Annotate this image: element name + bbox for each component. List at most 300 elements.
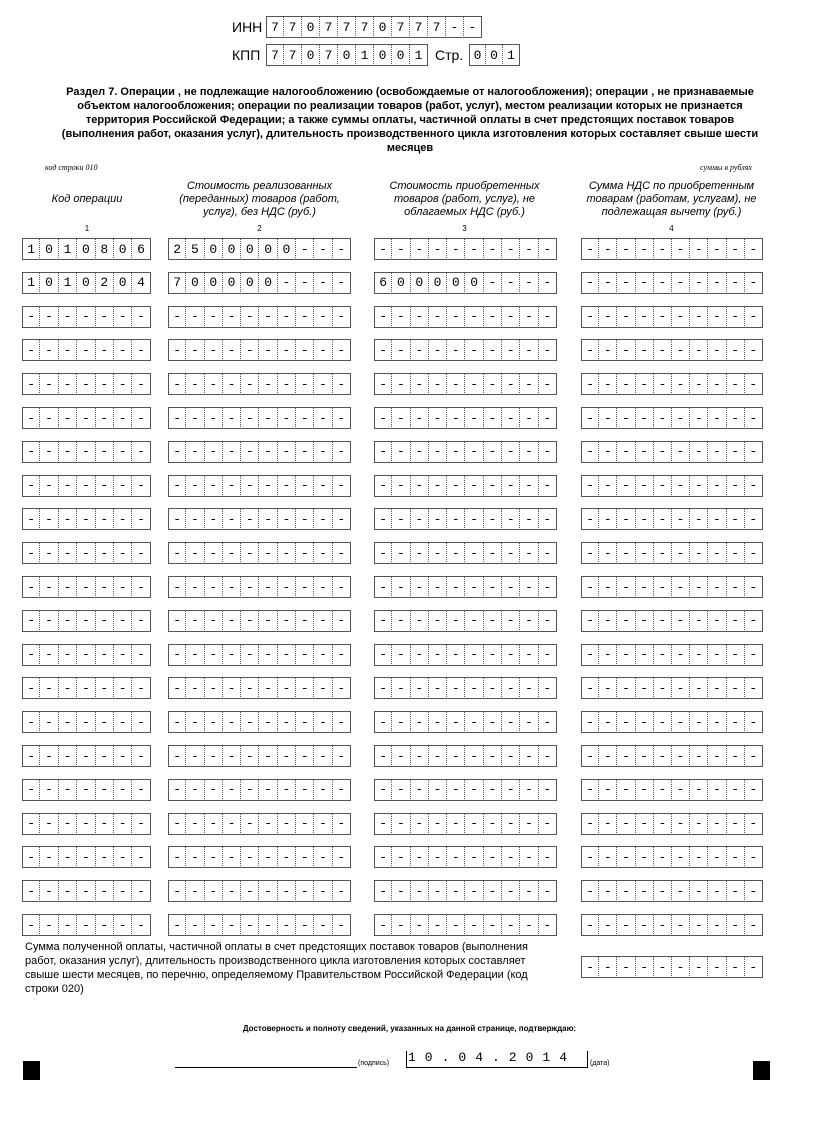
row-8-col-1-field[interactable] <box>22 475 151 497</box>
row-7-col-4-field[interactable] <box>581 441 763 463</box>
char-cell: - <box>708 373 726 395</box>
row-16-col-4-field[interactable] <box>581 745 763 767</box>
char-cell: - <box>411 475 429 497</box>
row-15-col-4-field[interactable] <box>581 711 763 733</box>
char-cell: - <box>278 711 296 733</box>
row-11-col-2-field[interactable] <box>168 576 351 598</box>
row-6-col-4-field[interactable] <box>581 407 763 429</box>
char-cell: - <box>599 339 617 361</box>
char-cell: - <box>374 914 392 936</box>
row-19-col-3-field[interactable] <box>374 846 557 868</box>
char-cell: - <box>392 306 410 328</box>
char-cell: - <box>727 508 745 530</box>
row-6-col-2-field[interactable] <box>168 407 351 429</box>
char-cell: - <box>690 576 708 598</box>
row-1-col-4-field[interactable] <box>581 238 763 260</box>
row-21-col-4-field[interactable] <box>581 914 763 936</box>
row-6-col-1-field[interactable] <box>22 407 151 429</box>
char-cell: - <box>22 306 40 328</box>
row-21-col-2-field[interactable] <box>168 914 351 936</box>
char-cell: - <box>59 846 77 868</box>
row-1-col-3-field[interactable] <box>374 238 557 260</box>
row-4-col-4-field[interactable] <box>581 339 763 361</box>
char-cell: 7 <box>356 16 374 38</box>
char-cell: - <box>465 745 483 767</box>
char-cell: - <box>241 813 259 835</box>
char-cell: - <box>59 644 77 666</box>
column-header-1: Код операции <box>51 193 123 205</box>
row-20-col-3-field[interactable] <box>374 880 557 902</box>
char-cell: - <box>114 711 132 733</box>
row-2-col-3-field[interactable] <box>374 272 557 294</box>
char-cell: - <box>581 846 599 868</box>
row-7-col-3-field[interactable] <box>374 441 557 463</box>
char-cell: - <box>59 542 77 564</box>
char-cell: - <box>617 339 635 361</box>
row-14-col-3-field[interactable] <box>374 677 557 699</box>
row-16-col-1-field[interactable] <box>22 745 151 767</box>
char-cell: - <box>599 813 617 835</box>
char-cell: - <box>296 542 314 564</box>
row-11-col-3-field[interactable] <box>374 576 557 598</box>
char-cell: - <box>502 880 520 902</box>
char-cell: - <box>168 914 186 936</box>
char-cell: - <box>186 779 204 801</box>
char-cell: - <box>296 441 314 463</box>
char-cell: - <box>77 306 95 328</box>
char-cell: - <box>429 610 447 632</box>
char-cell: - <box>314 745 332 767</box>
char-cell: - <box>59 306 77 328</box>
char-cell: - <box>205 644 223 666</box>
row-4-col-1-field[interactable] <box>22 339 151 361</box>
char-cell: - <box>617 677 635 699</box>
char-cell: - <box>429 339 447 361</box>
char-cell: - <box>186 306 204 328</box>
char-cell: - <box>727 677 745 699</box>
char-cell: - <box>40 779 58 801</box>
char-cell: - <box>539 677 557 699</box>
char-cell: - <box>599 677 617 699</box>
row-19-col-1-field[interactable] <box>22 846 151 868</box>
char-cell: - <box>259 846 277 868</box>
char-cell: - <box>392 610 410 632</box>
char-cell: - <box>22 846 40 868</box>
char-cell: - <box>223 711 241 733</box>
char-cell: 0 <box>241 238 259 260</box>
char-cell: - <box>581 779 599 801</box>
row-9-col-3-field[interactable] <box>374 508 557 530</box>
row-18-col-4-field[interactable] <box>581 813 763 835</box>
page-number-field[interactable] <box>469 44 520 66</box>
row-3-col-4-field[interactable] <box>581 306 763 328</box>
char-cell: - <box>727 339 745 361</box>
row-17-col-1-field[interactable] <box>22 779 151 801</box>
char-cell: - <box>96 407 114 429</box>
row-9-col-1-field[interactable] <box>22 508 151 530</box>
row-20-col-2-field[interactable] <box>168 880 351 902</box>
char-cell: - <box>636 956 654 978</box>
char-cell: - <box>77 745 95 767</box>
char-cell: - <box>314 914 332 936</box>
char-cell: - <box>132 745 150 767</box>
char-cell: - <box>672 880 690 902</box>
row-14-col-4-field[interactable] <box>581 677 763 699</box>
char-cell: - <box>296 779 314 801</box>
char-cell: - <box>392 441 410 463</box>
row-19-col-4-field[interactable] <box>581 846 763 868</box>
char-cell: - <box>745 238 763 260</box>
row-15-col-2-field[interactable] <box>168 711 351 733</box>
row-1-col-2-field[interactable] <box>168 238 351 260</box>
char-cell: - <box>654 914 672 936</box>
char-cell: - <box>241 441 259 463</box>
char-cell: - <box>465 610 483 632</box>
char-cell: - <box>708 407 726 429</box>
char-cell: 7 <box>168 272 186 294</box>
char-cell: - <box>205 711 223 733</box>
char-cell: - <box>539 272 557 294</box>
char-cell: - <box>314 677 332 699</box>
row-8-col-4-field[interactable] <box>581 475 763 497</box>
column-number-4: 4 <box>669 224 674 233</box>
row-13-col-4-field[interactable] <box>581 644 763 666</box>
char-cell: - <box>259 711 277 733</box>
row-1-col-1-field[interactable] <box>22 238 151 260</box>
char-cell: 0 <box>186 272 204 294</box>
row-3-col-1-field[interactable] <box>22 306 151 328</box>
char-cell: 0 <box>223 238 241 260</box>
row-9-col-2-field[interactable] <box>168 508 351 530</box>
row-2-col-4-field[interactable] <box>581 272 763 294</box>
char-cell: - <box>96 779 114 801</box>
char-cell: - <box>168 508 186 530</box>
char-cell: - <box>278 677 296 699</box>
row-13-col-1-field[interactable] <box>22 644 151 666</box>
char-cell: - <box>223 508 241 530</box>
char-cell: - <box>617 745 635 767</box>
char-cell: - <box>411 373 429 395</box>
row-6-col-3-field[interactable] <box>374 407 557 429</box>
row-14-col-1-field[interactable] <box>22 677 151 699</box>
char-cell: - <box>690 880 708 902</box>
row-16-col-3-field[interactable] <box>374 745 557 767</box>
char-cell: - <box>617 813 635 835</box>
row-2-col-1-field[interactable] <box>22 272 151 294</box>
char-cell: - <box>96 846 114 868</box>
char-cell: - <box>484 306 502 328</box>
row-19-col-2-field[interactable] <box>168 846 351 868</box>
char-cell: - <box>581 576 599 598</box>
char-cell: - <box>40 880 58 902</box>
row-20-col-1-field[interactable] <box>22 880 151 902</box>
row-12-col-4-field[interactable] <box>581 610 763 632</box>
char-cell: - <box>392 846 410 868</box>
char-cell: - <box>241 711 259 733</box>
char-cell: - <box>654 711 672 733</box>
char-cell: - <box>22 779 40 801</box>
row-18-col-2-field[interactable] <box>168 813 351 835</box>
char-cell: - <box>241 306 259 328</box>
signature-label: (подпись) <box>358 1060 390 1067</box>
char-cell: - <box>132 441 150 463</box>
char-cell: - <box>599 238 617 260</box>
row-21-col-1-field[interactable] <box>22 914 151 936</box>
char-cell: - <box>636 339 654 361</box>
char-cell: - <box>132 711 150 733</box>
char-cell: 0 <box>447 272 465 294</box>
char-cell: - <box>654 508 672 530</box>
char-cell: - <box>484 610 502 632</box>
char-cell: - <box>654 956 672 978</box>
char-cell: - <box>186 644 204 666</box>
char-cell: - <box>617 846 635 868</box>
char-cell: - <box>22 339 40 361</box>
char-cell: - <box>636 576 654 598</box>
row-12-col-3-field[interactable] <box>374 610 557 632</box>
row-4-col-2-field[interactable] <box>168 339 351 361</box>
row-7-col-2-field[interactable] <box>168 441 351 463</box>
char-cell: - <box>40 610 58 632</box>
char-cell: - <box>132 475 150 497</box>
row-3-col-2-field[interactable] <box>168 306 351 328</box>
row-15-col-3-field[interactable] <box>374 711 557 733</box>
row-17-col-4-field[interactable] <box>581 779 763 801</box>
row-18-col-3-field[interactable] <box>374 813 557 835</box>
char-cell: - <box>447 508 465 530</box>
row-12-col-2-field[interactable] <box>168 610 351 632</box>
char-cell: - <box>429 238 447 260</box>
char-cell: - <box>392 677 410 699</box>
char-cell: - <box>429 475 447 497</box>
inn-field[interactable] <box>266 16 482 38</box>
char-cell: - <box>278 542 296 564</box>
char-cell: - <box>464 16 482 38</box>
signature-line[interactable] <box>175 1067 357 1068</box>
char-cell: - <box>690 373 708 395</box>
char-cell: - <box>278 914 296 936</box>
char-cell: - <box>59 373 77 395</box>
char-cell: - <box>168 813 186 835</box>
row-17-col-3-field[interactable] <box>374 779 557 801</box>
row-21-col-3-field[interactable] <box>374 914 557 936</box>
row-4-col-3-field[interactable] <box>374 339 557 361</box>
char-cell: - <box>59 407 77 429</box>
char-cell: - <box>333 576 351 598</box>
char-cell: - <box>484 407 502 429</box>
char-cell: - <box>223 610 241 632</box>
char-cell: - <box>411 508 429 530</box>
line-020-field[interactable] <box>581 956 763 978</box>
row-10-col-2-field[interactable] <box>168 542 351 564</box>
char-cell: - <box>40 745 58 767</box>
char-cell: - <box>168 745 186 767</box>
char-cell: - <box>599 475 617 497</box>
char-cell: - <box>59 677 77 699</box>
corner-marker-left <box>23 1061 40 1080</box>
char-cell: - <box>259 677 277 699</box>
char-cell: - <box>654 475 672 497</box>
char-cell: - <box>168 542 186 564</box>
char-cell: - <box>484 779 502 801</box>
char-cell: - <box>77 880 95 902</box>
column-header-3: Стоимость приобретенных товаров (работ, услуг), не облагаемых НДС (руб.) <box>389 180 540 218</box>
char-cell: - <box>690 441 708 463</box>
row-5-col-3-field[interactable] <box>374 373 557 395</box>
char-cell: 0 <box>259 238 277 260</box>
char-cell: - <box>114 542 132 564</box>
char-cell: - <box>22 745 40 767</box>
kpp-field[interactable] <box>266 44 428 66</box>
char-cell: - <box>241 677 259 699</box>
row-10-col-3-field[interactable] <box>374 542 557 564</box>
char-cell: - <box>333 441 351 463</box>
char-cell: - <box>186 475 204 497</box>
row-12-col-1-field[interactable] <box>22 610 151 632</box>
char-cell: - <box>22 373 40 395</box>
row-20-col-4-field[interactable] <box>581 880 763 902</box>
char-cell: 0 <box>278 238 296 260</box>
row-13-col-3-field[interactable] <box>374 644 557 666</box>
char-cell: - <box>168 407 186 429</box>
column-header-4: Сумма НДС по приобретенным товарам (работам, услугам), не подлежащая вычету (руб.) <box>586 180 757 218</box>
char-cell: - <box>259 576 277 598</box>
row-10-col-4-field[interactable] <box>581 542 763 564</box>
row-14-col-2-field[interactable] <box>168 677 351 699</box>
char-cell: - <box>745 306 763 328</box>
char-cell: - <box>484 813 502 835</box>
char-cell: - <box>96 644 114 666</box>
char-cell: - <box>447 441 465 463</box>
char-cell: - <box>581 339 599 361</box>
char-cell: - <box>599 610 617 632</box>
row-9-col-4-field[interactable] <box>581 508 763 530</box>
char-cell: - <box>465 914 483 936</box>
char-cell: - <box>186 880 204 902</box>
char-cell: - <box>727 956 745 978</box>
char-cell: 0 <box>241 272 259 294</box>
char-cell: - <box>636 373 654 395</box>
char-cell: - <box>708 846 726 868</box>
char-cell: - <box>241 475 259 497</box>
char-cell: - <box>599 542 617 564</box>
row-5-col-4-field[interactable] <box>581 373 763 395</box>
char-cell: - <box>77 711 95 733</box>
char-cell: - <box>708 306 726 328</box>
row-17-col-2-field[interactable] <box>168 779 351 801</box>
char-cell: - <box>727 272 745 294</box>
char-cell: - <box>672 813 690 835</box>
char-cell: 0 <box>77 238 95 260</box>
char-cell: - <box>314 306 332 328</box>
char-cell: - <box>132 373 150 395</box>
char-cell: - <box>617 956 635 978</box>
char-cell: - <box>333 306 351 328</box>
row-18-col-1-field[interactable] <box>22 813 151 835</box>
char-cell: 0 <box>465 272 483 294</box>
row-16-col-2-field[interactable] <box>168 745 351 767</box>
char-cell: - <box>429 441 447 463</box>
char-cell: 7 <box>320 16 338 38</box>
row-7-col-1-field[interactable] <box>22 441 151 463</box>
char-cell: - <box>59 441 77 463</box>
char-cell: - <box>278 644 296 666</box>
char-cell: - <box>314 610 332 632</box>
char-cell: - <box>314 441 332 463</box>
char-cell: - <box>296 238 314 260</box>
char-cell: 7 <box>266 44 284 66</box>
char-cell: - <box>40 475 58 497</box>
char-cell: - <box>333 542 351 564</box>
char-cell: - <box>581 475 599 497</box>
char-cell: - <box>186 339 204 361</box>
char-cell: - <box>333 880 351 902</box>
char-cell: - <box>392 914 410 936</box>
char-cell: - <box>296 745 314 767</box>
row-13-col-2-field[interactable] <box>168 644 351 666</box>
char-cell: - <box>599 373 617 395</box>
char-cell: - <box>520 576 538 598</box>
char-cell: - <box>617 373 635 395</box>
row-15-col-1-field[interactable] <box>22 711 151 733</box>
char-cell: 0 <box>40 238 58 260</box>
char-cell: - <box>727 745 745 767</box>
row-8-col-2-field[interactable] <box>168 475 351 497</box>
char-cell: - <box>132 914 150 936</box>
char-cell: - <box>77 846 95 868</box>
char-cell: - <box>205 779 223 801</box>
row-2-col-2-field[interactable] <box>168 272 351 294</box>
char-cell: - <box>374 306 392 328</box>
row-11-col-4-field[interactable] <box>581 576 763 598</box>
char-cell: - <box>502 441 520 463</box>
char-cell: - <box>223 914 241 936</box>
char-cell: - <box>114 441 132 463</box>
char-cell: - <box>429 542 447 564</box>
char-cell: - <box>168 441 186 463</box>
char-cell: - <box>22 711 40 733</box>
char-cell: - <box>502 306 520 328</box>
char-cell: - <box>727 813 745 835</box>
row-11-col-1-field[interactable] <box>22 576 151 598</box>
row-5-col-2-field[interactable] <box>168 373 351 395</box>
char-cell: - <box>278 576 296 598</box>
char-cell: 0 <box>374 16 392 38</box>
char-cell: - <box>132 610 150 632</box>
char-cell: - <box>132 644 150 666</box>
row-5-col-1-field[interactable] <box>22 373 151 395</box>
char-cell: - <box>411 813 429 835</box>
char-cell: - <box>96 813 114 835</box>
char-cell: - <box>241 407 259 429</box>
char-cell: - <box>59 914 77 936</box>
char-cell: 0 <box>338 44 356 66</box>
row-8-col-3-field[interactable] <box>374 475 557 497</box>
char-cell: - <box>333 610 351 632</box>
char-cell: - <box>77 339 95 361</box>
char-cell: - <box>22 880 40 902</box>
row-3-col-3-field[interactable] <box>374 306 557 328</box>
char-cell: - <box>411 711 429 733</box>
date-label: (дата) <box>590 1060 610 1067</box>
char-cell: - <box>446 16 464 38</box>
char-cell: - <box>96 610 114 632</box>
char-cell: - <box>223 407 241 429</box>
char-cell: - <box>22 475 40 497</box>
char-cell: - <box>599 880 617 902</box>
char-cell: - <box>690 306 708 328</box>
row-10-col-1-field[interactable] <box>22 542 151 564</box>
